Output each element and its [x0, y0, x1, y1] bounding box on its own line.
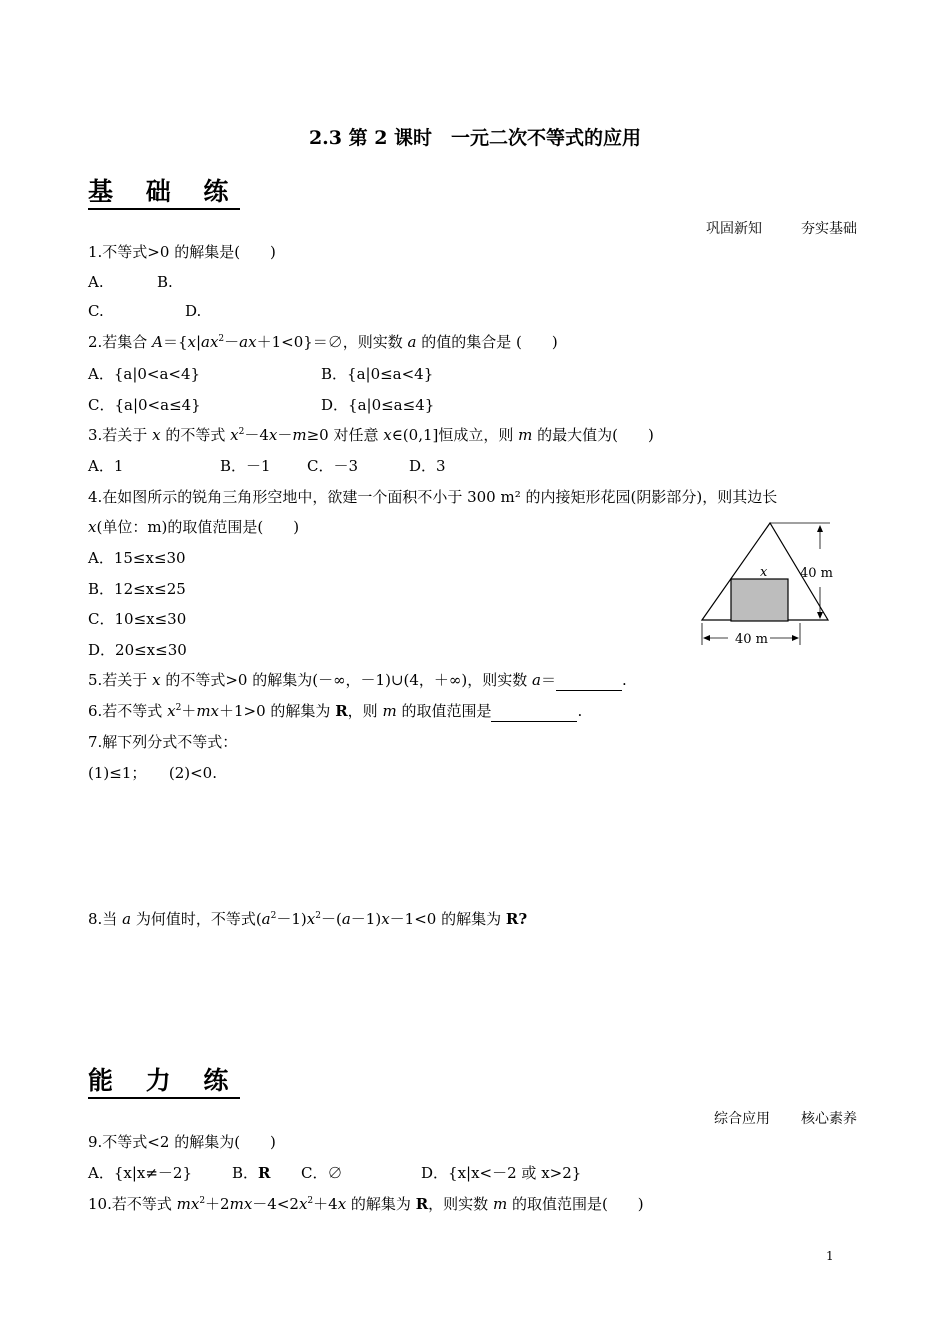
- arrowhead: [817, 525, 823, 532]
- question-4-stem-line2: x(单位：m)的取值范围是( ): [88, 518, 300, 536]
- inscribed-rectangle: [731, 579, 788, 621]
- question-6-stem: 6.若不等式 $x^2+mx+1>0$ 的解集为 R，则 m 的取值范围是 .: [88, 702, 583, 720]
- q3-option-d: D．3: [409, 457, 446, 475]
- question-4-stem-line1: 4.在如图所示的锐角三角形空地中，欲建一个面积不小于 300 m² 的内接矩形花园(阴影部分)，则其边长: [88, 488, 778, 506]
- question-3-stem: 3.若关于 x 的不等式 $x^2-4x-m\ge 0$ 对任意 x∈(0,1]恒成立，则 m 的最大值为( ): [88, 426, 654, 444]
- label-x: x: [760, 565, 768, 580]
- q4-option-d: D．20≤x≤30: [88, 641, 187, 659]
- q3-option-c: C．－3: [307, 457, 359, 475]
- question-8-stem: 8.当 a 为何值时，不等式$(a^2-1)x^2-(a-1)x-1<0$ 的解集为 R?: [88, 910, 528, 928]
- label-base: 40 m: [735, 632, 769, 647]
- q2-option-a: A．{a|0<a<4}: [88, 365, 201, 383]
- arrowhead: [817, 612, 823, 619]
- section-tag-2: 夯实基础: [801, 221, 857, 237]
- q4-option-b: B．12≤x≤25: [88, 580, 186, 598]
- arrowhead: [792, 635, 799, 641]
- q9-option-d: D．{x|x<－2 或 x>2}: [421, 1164, 582, 1182]
- question-9-stem: 9.不等式<2 的解集为( ): [88, 1133, 276, 1151]
- label-height: 40 m: [800, 566, 834, 581]
- q9-option-c: C．∅: [301, 1164, 343, 1182]
- q4-option-c: C．10≤x≤30: [88, 610, 187, 628]
- q1-option-d: D.: [185, 302, 202, 320]
- section-tag-2: 核心素养: [801, 1111, 857, 1127]
- question-7-parts: (1)≤1； (2)<0.: [88, 764, 217, 782]
- question-5-stem: 5.若关于 x 的不等式>0 的解集为(－∞，－1)∪(4，＋∞)，则实数 a＝ .: [88, 671, 627, 689]
- question-7-stem: 7.解下列分式不等式：: [88, 733, 238, 751]
- section-tag-1: 巩固新知: [706, 221, 762, 237]
- q3-option-b: B．－1: [220, 457, 271, 475]
- q2-option-b: B．{a|0≤a<4}: [321, 365, 434, 383]
- q9-option-b: B．R: [232, 1164, 271, 1182]
- arrowhead: [703, 635, 710, 641]
- q1-option-a: A.: [88, 273, 104, 291]
- q4-option-a: A．15≤x≤30: [88, 549, 186, 567]
- answer-blank[interactable]: [491, 701, 577, 722]
- q9-option-a: A．{x|x≠－2}: [88, 1164, 193, 1182]
- question-2-stem: 2.若集合 $A=\{x|ax^2-ax+1<0\}=\emptyset$，则实数 a 的值的集合是 ( ): [88, 333, 558, 351]
- q2-option-d: D．{a|0≤a≤4}: [321, 396, 435, 414]
- q3-option-a: A．1: [88, 457, 124, 475]
- question-1-stem: 1.不等式>0 的解集是( ): [88, 243, 276, 261]
- page-number: 1: [826, 1249, 834, 1263]
- q1-option-b: B.: [157, 273, 173, 291]
- section-tag-1: 综合应用: [714, 1111, 770, 1127]
- section-heading-ability: 能 力 练: [88, 1066, 240, 1099]
- section-heading-basic: 基 础 练: [88, 177, 240, 210]
- question-10-stem: 10.若不等式 $mx^2+2mx-4<2x^2+4x$ 的解集为 R，则实数 m 的取值范围是( ): [88, 1195, 644, 1213]
- answer-blank[interactable]: [556, 670, 622, 691]
- q2-option-c: C．{a|0<a≤4}: [88, 396, 201, 414]
- triangle-figure: [690, 515, 840, 650]
- q1-option-c: C.: [88, 302, 104, 320]
- page-title: 2.3 第 2 课时 一元二次不等式的应用: [308, 127, 642, 149]
